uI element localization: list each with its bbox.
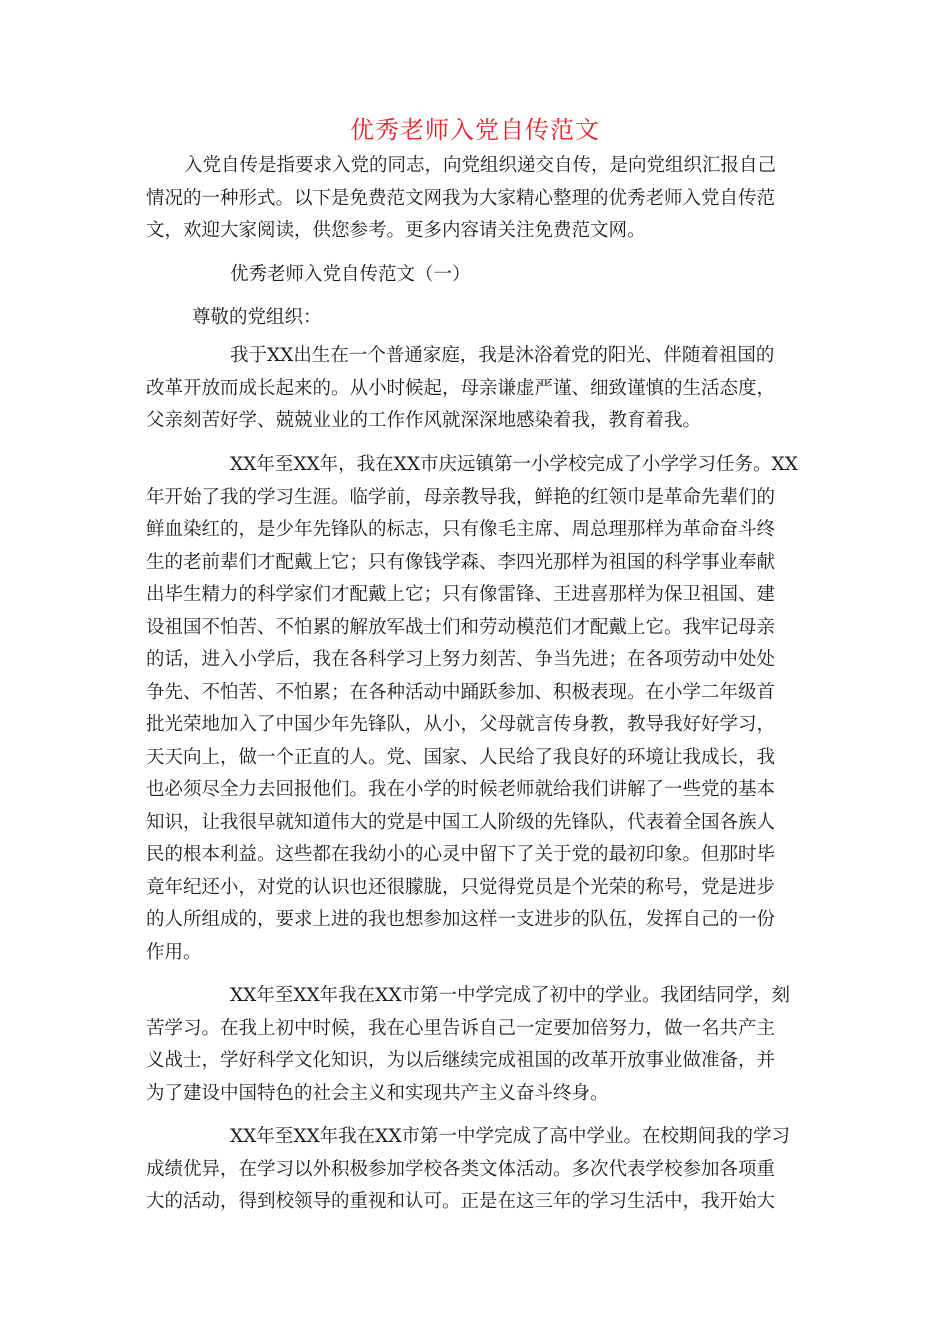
body-paragraph-2 <box>146 449 800 969</box>
body-paragraph-4 <box>146 1121 800 1219</box>
paragraph-line: 出毕生精力的科学家们才配戴上它；只有像雷锋、王进喜那样为保卫祖国、建 <box>146 584 776 605</box>
paragraph-line: 大的活动，得到校领导的重视和认可。正是在这三年的学习生活中，我开始大 <box>146 1191 776 1212</box>
intro-line: 入党自传是指要求入党的同志，向党组织递交自传，是向党组织汇报自己 <box>184 155 777 176</box>
paragraph-line: 成绩优异，在学习以外积极参加学校各类文体活动。多次代表学校参加各项重 <box>146 1158 776 1180</box>
paragraph-line: 的人所组成的，要求上进的我也想参加这样一支进步的队伍，发挥自己的一份 <box>146 909 776 930</box>
paragraph-line: 作用。 <box>146 941 202 963</box>
paragraph-line: 父亲刻苦好学、兢兢业业的工作作风就深深地感染着我，教育着我。 <box>146 410 702 431</box>
paragraph-line: XX年至XX年我在XX市第一中学完成了高中学业。在校期间我的学习 <box>230 1126 791 1147</box>
paragraph-line: 争先、不怕苦、不怕累；在各种活动中踊跃参加、积极表现。在小学二年级首 <box>146 681 776 703</box>
paragraph-line: 的话，进入小学后，我在各科学习上努力刻苦、争当先进；在各项劳动中处处 <box>146 649 776 670</box>
paragraph-line: 设祖国不怕苦、不怕累的解放军战士们和劳动模范们才配戴上它。我牢记母亲 <box>146 616 776 638</box>
paragraph-line: 生的老前辈们才配戴上它；只有像钱学森、李四光那样为祖国的科学事业奉献 <box>146 551 776 573</box>
paragraph-line: 批光荣地加入了中国少年先锋队，从小，父母就言传身教，教导我好好学习， <box>146 714 776 735</box>
paragraph-line: XX年至XX年我在XX市第一中学完成了初中的学业。我团结同学，刻 <box>230 985 791 1006</box>
paragraph-line: 改革开放而成长起来的。从小时候起，母亲谦虚严谨、细致谨慎的生活态度， <box>146 377 776 399</box>
document-title: 优秀老师入党自传范文 <box>350 116 600 144</box>
paragraph-line: 知识，让我很早就知道伟大的党是中国工人阶级的先锋队，代表着全国各族人 <box>146 811 776 833</box>
paragraph-line: 为了建设中国特色的社会主义和实现共产主义奋斗终身。 <box>146 1082 609 1104</box>
salutation: 尊敬的党组织： <box>192 307 322 328</box>
intro-line: 文，欢迎大家阅读，供您参考。更多内容请关注免费范文网。 <box>146 220 646 241</box>
paragraph-line: 也必须尽全力去回报他们。我在小学的时候老师就给我们讲解了一些党的基本 <box>146 779 776 800</box>
paragraph-line: 天天向上，做一个正直的人。党、国家、人民给了我良好的环境让我成长，我 <box>146 746 776 768</box>
paragraph-line: 义战士，学好科学文化知识，为以后继续完成祖国的改革开放事业做准备，并 <box>146 1050 776 1071</box>
paragraph-line: XX年至XX年，我在XX市庆远镇第一小学校完成了小学学习任务。XX <box>230 454 798 475</box>
paragraph-line: 我于XX出生在一个普通家庭，我是沐浴着党的阳光、伴随着祖国的 <box>230 345 775 366</box>
body-paragraph-3 <box>146 980 800 1110</box>
paragraph-line: 年开始了我的学习生涯。临学前，母亲教导我，鲜艳的红领巾是革命先辈们的 <box>146 486 776 508</box>
body-paragraph-1 <box>146 340 800 438</box>
paragraph-line: 民的根本利益。这些都在我幼小的心灵中留下了关于党的最初印象。但那时毕 <box>146 844 776 865</box>
paragraph-line: 鲜血染红的，是少年先锋队的标志，只有像毛主席、周总理那样为革命奋斗终 <box>146 519 776 540</box>
paragraph-line: 竟年纪还小，对党的认识也还很朦胧，只觉得党员是个光荣的称号，党是进步 <box>146 876 776 898</box>
intro-paragraph <box>146 150 800 248</box>
intro-line: 情况的一种形式。以下是免费范文网我为大家精心整理的优秀老师入党自传范 <box>146 187 776 209</box>
paragraph-line: 苦学习。在我上初中时候，我在心里告诉自己一定要加倍努力，做一名共产主 <box>146 1017 776 1039</box>
section-subheading: 优秀老师入党自传范文（一） <box>230 264 471 285</box>
